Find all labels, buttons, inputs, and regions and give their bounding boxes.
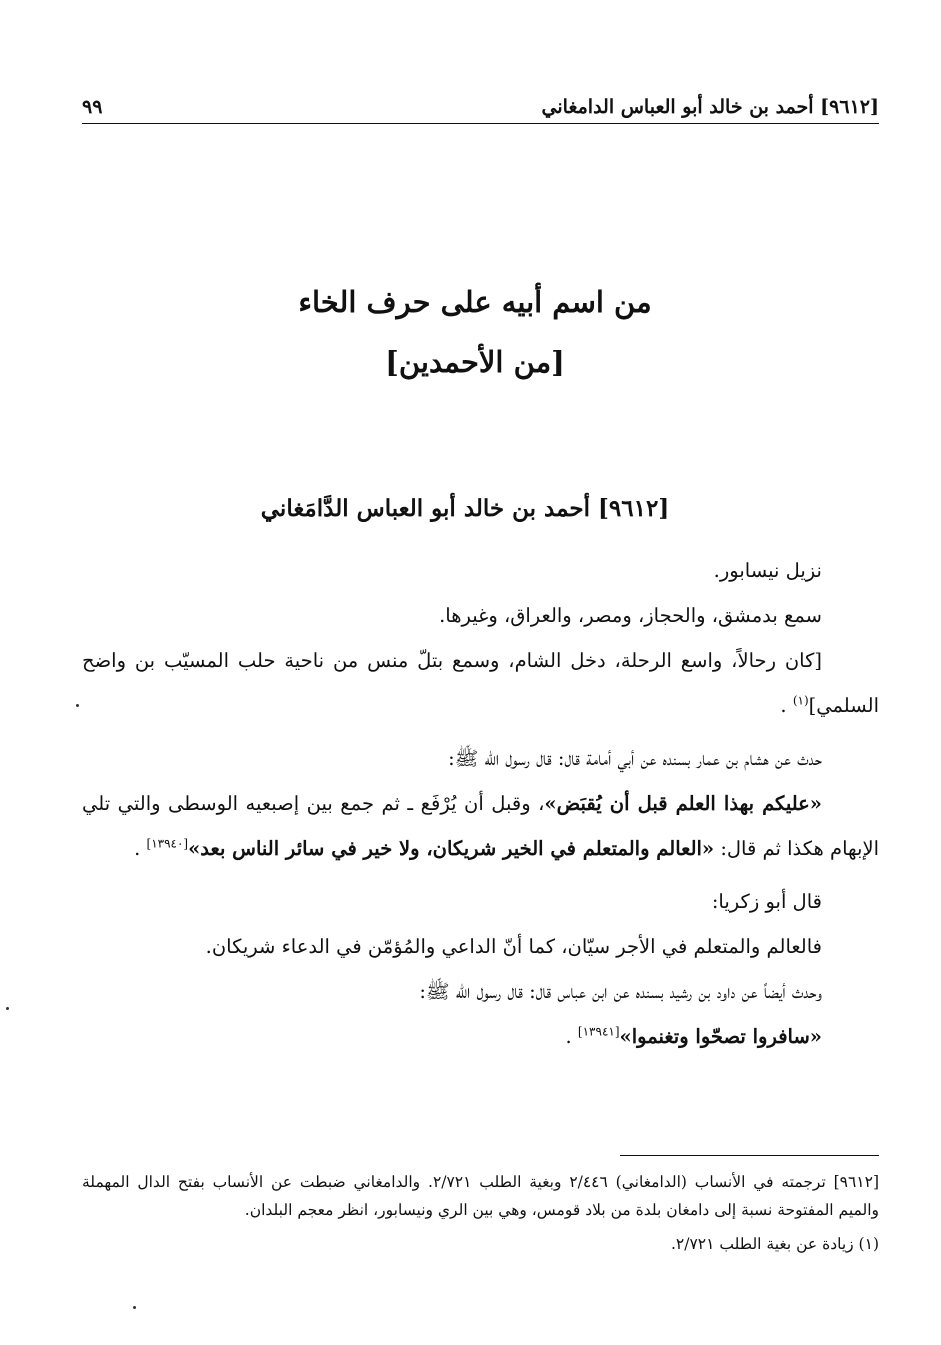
paragraph: قال أبو زكريا:: [711, 890, 822, 913]
paragraph-text: ، وقبل أن يُرْفَع ـ ثم جمع بين إصبعيه الوسطى والتي تلي الإبهام هكذا ثم قال:: [82, 792, 879, 860]
footnote: [٩٦١٢] ترجمته في الأنساب (الدامغاني) ٢/٤٤٦ وبغية الطلب ٢/٧٢١. والدامغاني ضبطت عن الأنساب بفتح الدال المهملة والميم المفتوحة نسبة إلى دامغان بلدة من بلاد قومس، وهي بين الري ونيسابور، انظر معجم البلدان.: [82, 1173, 880, 1219]
scan-speck: [133, 1306, 136, 1309]
paragraph: [82, 781, 879, 871]
entry-body: [82, 548, 879, 1059]
running-head: [82, 84, 879, 118]
section-title: [150, 272, 800, 392]
punctuation: .: [134, 837, 141, 860]
hadith-number: [١٣٩٤١]: [577, 1024, 620, 1039]
running-head-title: [٩٦١٢] أحمد بن خالد أبو العباس الدامغاني: [541, 96, 879, 118]
hadith-text: «العالم والمتعلم في الخير شريكان، ولا خير في سائر الناس بعد»: [188, 837, 715, 860]
paragraph: سمع بدمشق، والحجاز، ومصر، والعراق، وغيرها.: [439, 604, 822, 627]
entry-heading: [٩٦١٢] أحمد بن خالد أبو العباس الدَّامَغاني: [260, 495, 670, 522]
punctuation: .: [565, 1025, 572, 1048]
scan-speck: [76, 704, 79, 707]
paragraph: [82, 638, 879, 728]
footnote: (١) زيادة عن بغية الطلب ٢/٧٢١.: [670, 1235, 879, 1253]
paragraph: فالعالم والمتعلم في الأجر سيّان، كما أنّ الداعي والمُؤمّن في الدعاء شريكان.: [205, 935, 822, 958]
footnote-rule: [620, 1155, 879, 1156]
footnotes: [82, 1168, 879, 1264]
page-number: ٩٩: [82, 96, 103, 118]
paragraph: وحدث أيضاً عن داود بن رشيد بسنده عن ابن عباس قال: قال رسول الله ﷺ:: [419, 980, 822, 1003]
header-rule: [82, 123, 879, 124]
hadith-text: «عليكم بهذا العلم قبل أن يُقبَض»: [544, 792, 822, 815]
section-title-line1: من اسم أبيه على حرف الخاء: [298, 285, 652, 319]
scan-speck: [6, 1007, 9, 1010]
footnote-ref: (١): [792, 693, 809, 708]
hadith-number: [١٣٩٤٠]: [146, 836, 189, 851]
punctuation: .: [780, 694, 787, 717]
paragraph: نزيل نيسابور.: [713, 559, 822, 582]
paragraph: حدث عن هشام بن عمار بسنده عن أبي أمامة قال: قال رسول الله ﷺ:: [448, 747, 822, 770]
section-title-line2: [من الأحمدين]: [385, 345, 565, 379]
paragraph-text: [كان رحالاً، واسع الرحلة، دخل الشام، وسمع بتلّ منس من ناحية حلب المسيّب بن واضح السلمي]: [82, 649, 879, 717]
paragraph: [82, 1014, 879, 1059]
hadith-text: «سافروا تصحّوا وتغنموا»: [619, 1025, 822, 1048]
